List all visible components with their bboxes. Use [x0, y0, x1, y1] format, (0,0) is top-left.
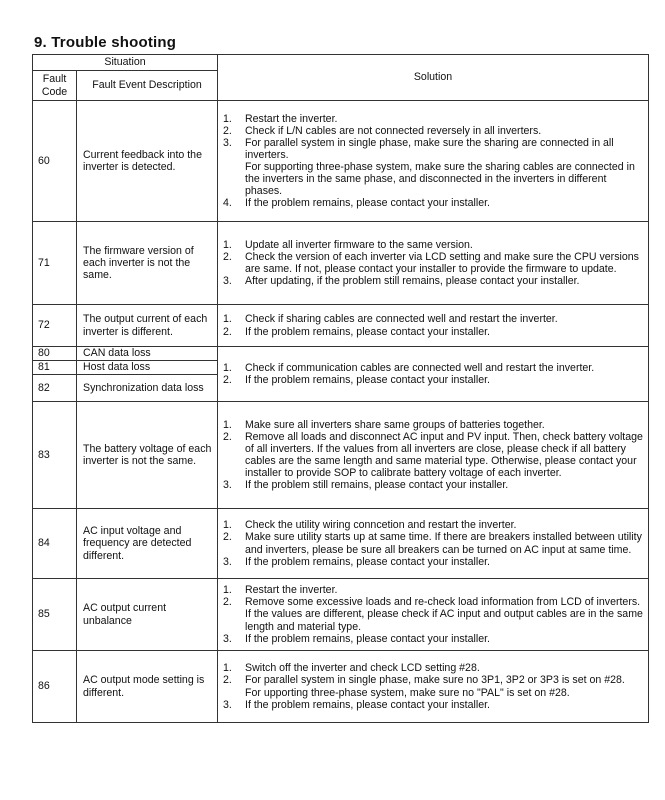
table-row	[33, 579, 649, 651]
header-fault-code: Fault Code	[33, 71, 77, 101]
fault-description: Synchronization data loss	[77, 375, 218, 402]
solution-step: 3. If the problem still remains, please contact your installer.	[223, 479, 509, 492]
solution-step: 2. If the problem remains, please contact your installer.	[223, 374, 490, 386]
solution-step: 1. Check the utility wiring conncetion and restart the inverter.	[223, 519, 517, 532]
solution-step: 2. Make sure utility starts up at same time. If there are breakers installed between utility and inverters, please be sure all breakers can be turned on AC input at same time.	[223, 531, 642, 556]
table-row	[33, 222, 649, 305]
fault-description: CAN data loss	[77, 347, 218, 361]
solution-step: 1. Restart the inverter.	[223, 112, 338, 125]
solution-cell	[218, 101, 649, 222]
solution-step: 2. Check if L/N cables are not connected reversely in all inverters.	[223, 124, 542, 137]
table-row	[33, 509, 649, 579]
trouble-shooting-table	[32, 54, 649, 723]
solution-step: 2. For parallel system in single phase, make sure no 3P1, 3P2 or 3P3 is set on #28.	[223, 674, 625, 687]
solution-cell	[218, 305, 649, 347]
solution-cell	[218, 222, 649, 305]
table-row	[33, 305, 649, 347]
solution-cell	[218, 651, 649, 723]
fault-description: The firmware version of each inverter is not the same.	[77, 222, 218, 305]
solution-step: 3. If the problem remains, please contact your installer.	[223, 632, 490, 645]
solution-step: For upporting three-phase system, make sure no "PAL" is set on #28.	[245, 686, 570, 699]
fault-code: 83	[33, 402, 77, 509]
fault-code: 85	[33, 579, 77, 651]
solution-cell	[218, 402, 649, 509]
table-row	[33, 347, 649, 361]
solution-step: 3. If the problem remains, please contact your installer.	[223, 555, 490, 568]
solution-step: 1. Switch off the inverter and check LCD setting #28.	[223, 662, 480, 675]
solution-step: 1. Restart the inverter.	[223, 584, 338, 597]
header-description: Fault Event Description	[77, 71, 218, 101]
page-title: 9. Trouble shooting	[34, 34, 177, 51]
solution-step: 1. Make sure all inverters share same groups of batteries together.	[223, 418, 545, 431]
solution-step: 2. Remove some excessive loads and re-check load information from LCD of inverters. If the values are different, please check if AC input and output cables are in the same length and material type.	[223, 596, 643, 633]
solution-step: 1. Check if sharing cables are connected well and restart the inverter.	[223, 313, 558, 326]
fault-code: 80	[33, 347, 77, 361]
fault-description: Current feedback into the inverter is detected.	[77, 101, 218, 222]
fault-description: AC output current unbalance	[77, 579, 218, 651]
fault-code: 71	[33, 222, 77, 305]
fault-code: 60	[33, 101, 77, 222]
solution-step: 4. If the problem remains, please contact your installer.	[223, 197, 490, 210]
header-situation: Situation	[33, 55, 218, 71]
fault-code: 84	[33, 509, 77, 579]
fault-description: The battery voltage of each inverter is not the same.	[77, 402, 218, 509]
fault-description: Host data loss	[77, 361, 218, 375]
solution-cell	[218, 509, 649, 579]
solution-step: 1. Update all inverter firmware to the same version.	[223, 238, 473, 251]
table-row	[33, 402, 649, 509]
solution-step: 2. If the problem remains, please contact your installer.	[223, 325, 490, 338]
table-row	[33, 651, 649, 723]
solution-cell	[218, 347, 649, 402]
table-row	[33, 101, 649, 222]
fault-description: AC output mode setting is different.	[77, 651, 218, 723]
solution-cell	[218, 579, 649, 651]
solution-step: 1. Check if communication cables are connected well and restart the inverter.	[223, 361, 595, 374]
solution-step: 3. After updating, if the problem still remains, please contact your installer.	[223, 275, 580, 288]
fault-code: 82	[33, 375, 77, 402]
fault-description: The output current of each inverter is different.	[77, 305, 218, 347]
fault-description: AC input voltage and frequency are detected different.	[77, 509, 218, 579]
solution-step: For supporting three-phase system, make sure the sharing cables are connected in the inverters in the same phase, and disconnected in the inverters in different phases.	[245, 161, 635, 198]
fault-code: 72	[33, 305, 77, 347]
header-solution: Solution	[218, 55, 649, 101]
solution-step: 2. Remove all loads and disconnect AC input and PV input. Then, check battery voltage of all inverters. If the values from all inverters are close, please check if all battery cables are the same length and same material type. Otherwise, please contact your installer to provide SOP to calibrate battery voltage of each inverter.	[223, 430, 643, 480]
fault-code: 86	[33, 651, 77, 723]
fault-code: 81	[33, 361, 77, 375]
solution-step: 2. Check the version of each inverter via LCD setting and make sure the CPU versions are same. If not, please contact your installer to provide the firmware to update.	[223, 250, 639, 275]
solution-step: 3. For parallel system in single phase, make sure the sharing are connected in all inverters.	[223, 136, 614, 161]
solution-step: 3. If the problem remains, please contact your installer.	[223, 698, 490, 711]
